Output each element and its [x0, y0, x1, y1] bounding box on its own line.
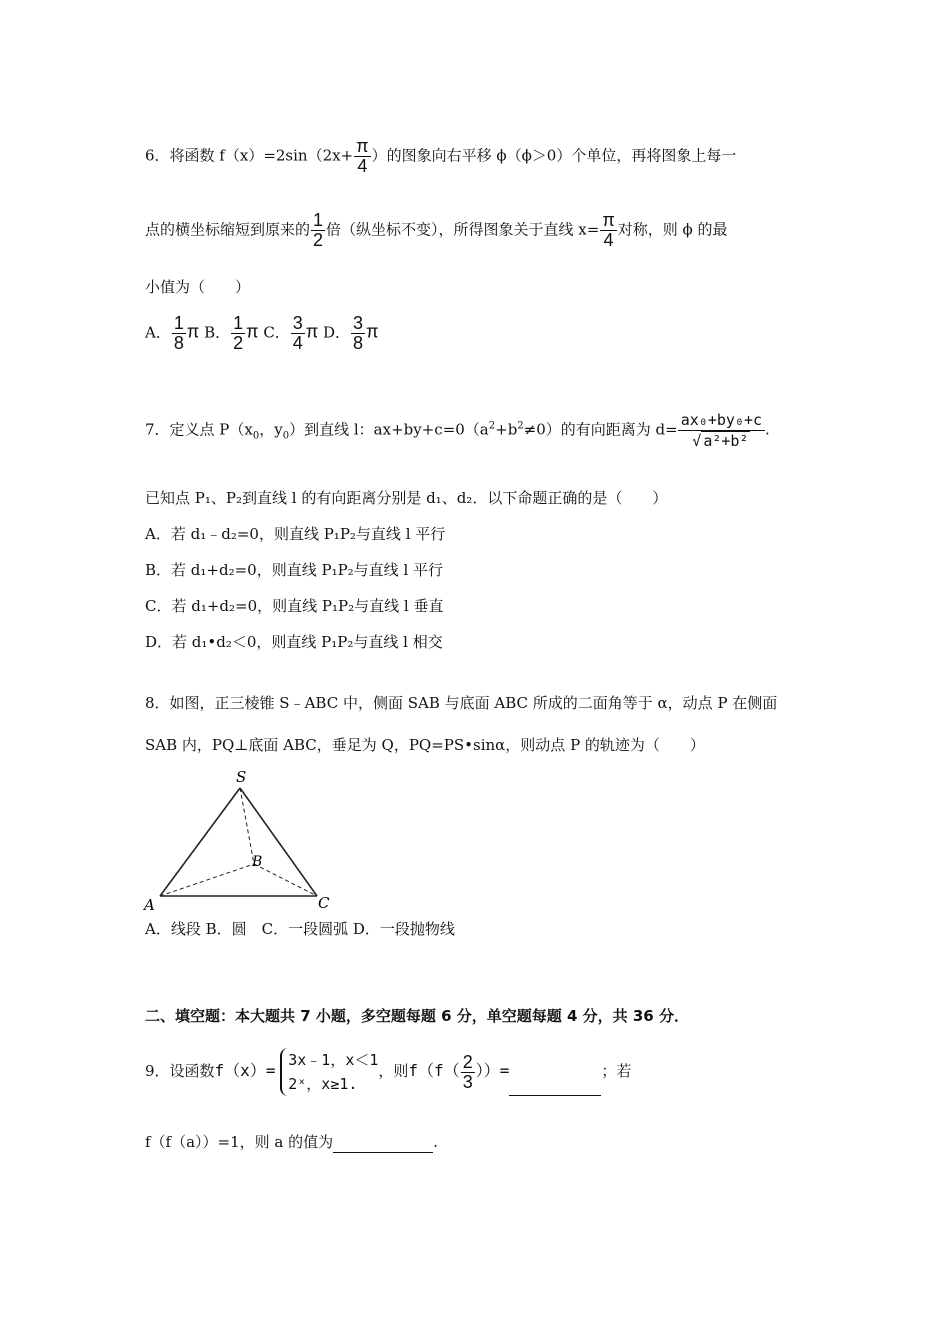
option-d-fraction: $\frac{3}{8}$	[353, 313, 364, 353]
section-2-heading: 二、填空题：本大题共 7 小题，多空题每题 6 分，单空题每题 4 分，共 36 分．	[145, 1007, 689, 1025]
q7-line1: 7．定义点 $P(x_0$，$y_0$）到直线 l：$ax+by+c=0(a^2+b^2\ne 0)$的有向距离为 d= $\frac{\text{ax₀+by₀+c}}{\text{√ a²+b²}}$ .	[145, 411, 770, 450]
pyramid-figure	[140, 768, 340, 914]
label-C: C	[318, 894, 330, 912]
edge-SB	[240, 788, 254, 864]
option-a-fraction: $\frac{1}{8}$	[173, 313, 184, 353]
q7-option-b: B．若 d₁+d₂=0，则直线 P₁P₂与直线 l 平行	[145, 561, 444, 579]
edge-BC	[254, 864, 317, 896]
option-b-fraction: $\frac{1}{2}$	[233, 313, 244, 353]
q6-line3: 小值为（ ）	[145, 278, 251, 296]
distance-formula: $\frac{\text{ax₀+by₀+c}}{\text{√ a²+b²}}$	[678, 410, 765, 451]
q9-line1: 9．设函数f（x）= 3x﹣1，x＜1 2ˣ，x≥1. ，则f（f（ $\frac{2}{3}$ ））= ；若	[145, 1048, 631, 1096]
q6-line1: 6．将函数 f（x）=2sin（2x+ $\frac{\pi}{4}$ ）的图象向右平移 ϕ（ϕ＞0）个单位，再将图象上每一	[145, 136, 737, 176]
q6-line2: 点的横坐标缩短到原来的 $\frac{1}{2}$ 倍（纵坐标不变），所得图象关于直线 x= $\frac{\pi}{4}$ 对称，则 ϕ 的最	[145, 210, 728, 250]
answer-blank-1[interactable]	[509, 1079, 601, 1096]
q7-option-a: A．若 d₁﹣d₂=0，则直线 P₁P₂与直线 l 平行	[145, 525, 446, 543]
q7-option-d: D．若 d₁•d₂＜0，则直线 P₁P₂与直线 l 相交	[145, 633, 443, 651]
q8-line2: SAB 内，PQ⊥底面 ABC，垂足为 Q，PQ=PS•sinα，则动点 P 的轨迹为（ ）	[145, 736, 705, 754]
q6-options: A． $\frac{1}{8}$ π B． $\frac{1}{2}$ π C． $\frac{3}{4}$ π D． $\frac{3}{8}$ π	[145, 313, 379, 353]
option-c-fraction: $\frac{3}{4}$	[292, 313, 303, 353]
answer-blank-2[interactable]	[333, 1136, 433, 1153]
edge-AB	[160, 864, 254, 896]
pi-over-4-fraction: $\frac{\pi}{4}$	[356, 136, 369, 176]
q8-options: A．线段 B．圆 C．一段圆弧 D．一段抛物线	[145, 920, 455, 938]
piecewise-function: 3x﹣1，x＜1 2ˣ，x≥1.	[280, 1048, 378, 1096]
label-B: B	[252, 854, 263, 870]
edge-SC	[240, 788, 317, 896]
edge-SA	[160, 788, 240, 896]
q7-line2: 已知点 P₁、P₂到直线 l 的有向距离分别是 d₁、d₂．以下命题正确的是（ ）	[145, 489, 668, 507]
label-A: A	[144, 896, 155, 914]
q8-line1: 8．如图，正三棱锥 S﹣ABC 中，侧面 SAB 与底面 ABC 所成的二面角等于 α，动点 P 在侧面	[145, 694, 778, 712]
label-S: S	[236, 768, 247, 786]
q7-option-c: C．若 d₁+d₂=0，则直线 P₁P₂与直线 l 垂直	[145, 597, 444, 615]
one-half-fraction: $\frac{1}{2}$	[313, 210, 324, 250]
q9-line2: f（f（a））=1，则 a 的值为 .	[145, 1133, 438, 1151]
pi-over-4-fraction-2: $\frac{\pi}{4}$	[602, 210, 615, 250]
two-thirds-fraction: $\frac{2}{3}$	[462, 1051, 473, 1092]
